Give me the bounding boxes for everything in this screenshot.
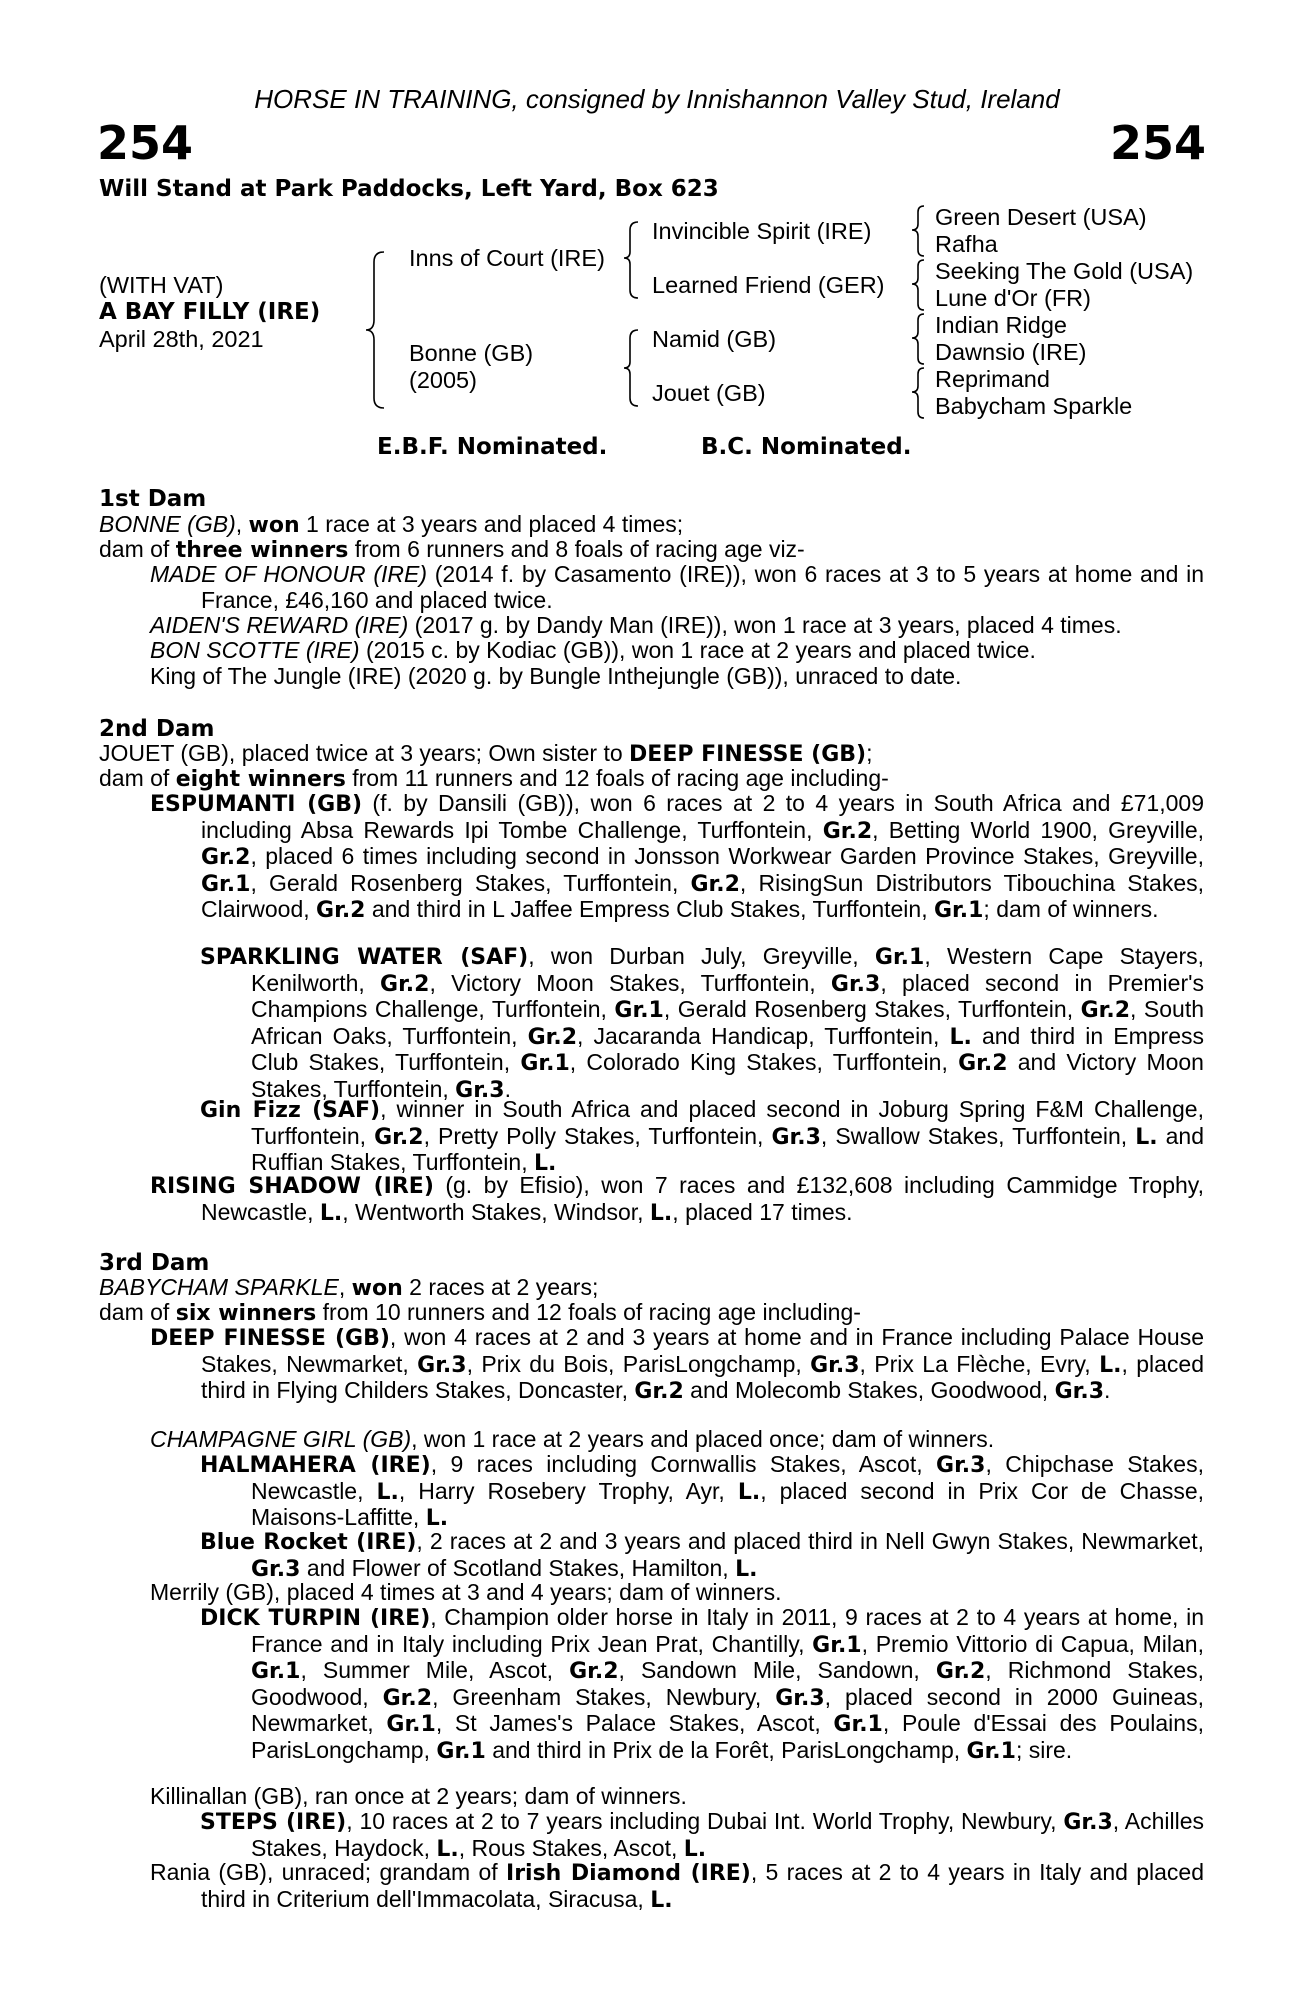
third-dam-progeny: Rania (GB), unraced; grandam of Irish Diamond (IRE), 5 races at 2 to 4 years in Italy and placed third in Criterium dell'Immacolata, Siracusa, L.	[150, 1859, 1205, 1913]
third-dam-line: dam of six winners from 10 runners and 12 foals of racing age including-	[99, 1299, 861, 1326]
foaling-date: April 28th, 2021	[99, 326, 264, 352]
lot-number-right: 254	[1109, 116, 1206, 170]
second-dam-progeny: ESPUMANTI (GB) (f. by Dansili (GB)), won 6 races at 2 to 4 years in South Africa and £71,009 including Absa Rewards Ipi Tombe Challenge, Turffontein, Gr.2, Betting World 1900, Greyville, Gr.2, placed 6 times including second in Jonsson Workwear Garden Province Stakes, Greyville, Gr.1, Gerald Rosenberg Stakes, Turffontein, Gr.2, RisingSun Distributors Tibouchina Stakes, Clairwood, Gr.2 and third in L Jaffee Empress Club Stakes, Turffontein, Gr.1; dam of winners.	[150, 790, 1205, 923]
gen3-brace-2	[910, 258, 928, 312]
ancestor-4: Lune d'Or (FR)	[935, 285, 1091, 311]
gen3-brace-1	[910, 204, 928, 258]
ancestor-3: Seeking The Gold (USA)	[935, 258, 1194, 284]
sire: Inns of Court (IRE)	[409, 245, 605, 271]
catalogue-header: HORSE IN TRAINING, consigned by Innishannon Valley Stud, Ireland	[254, 84, 1060, 114]
first-dam-progeny: BON SCOTTE (IRE) (2015 c. by Kodiac (GB)), won 1 race at 2 years and placed twice.	[150, 637, 1036, 663]
third-dam-progeny: DICK TURPIN (IRE), Champion older horse in Italy in 2011, 9 races at 2 to 4 years at home, in France and in Italy including Prix Jean Prat, Chantilly, Gr.1, Premio Vittorio di Capua, Milan, Gr.1, Summer Mile, Ascot, Gr.2, Sandown Mile, Sandown, Gr.2, Richmond Stakes, Goodwood, Gr.2, Greenham Stakes, Newbury, Gr.3, placed second in 2000 Guineas, Newmarket, Gr.1, St James's Palace Stakes, Ascot, Gr.1, Poule d'Essai des Poulains, ParisLongchamp, Gr.1 and third in Prix de la Forêt, ParisLongchamp, Gr.1; sire.	[200, 1604, 1205, 1764]
first-dam-heading: 1st Dam	[99, 486, 207, 512]
stable-location: Will Stand at Park Paddocks, Left Yard, Box 623	[99, 176, 719, 202]
sire-brace	[624, 220, 644, 300]
third-dam-progeny: CHAMPAGNE GIRL (GB), won 1 race at 2 years and placed once; dam of winners.	[150, 1426, 995, 1452]
dam: Bonne (GB)	[409, 340, 534, 366]
second-dam-line: dam of eight winners from 11 runners and 12 foals of racing age including-	[99, 765, 889, 792]
bc-nomination: B.C. Nominated.	[701, 434, 912, 460]
third-dam-progeny: Merrily (GB), placed 4 times at 3 and 4 years; dam of winners.	[150, 1579, 782, 1605]
gen3-brace-4	[910, 366, 928, 420]
first-dam-line: BONNE (GB), won 1 race at 3 years and placed 4 times;	[99, 511, 684, 538]
lot-number-left: 254	[97, 116, 194, 170]
third-dam-progeny: HALMAHERA (IRE), 9 races including Cornwallis Stakes, Ascot, Gr.3, Chipchase Stakes, Newcastle, L., Harry Rosebery Trophy, Ayr, L., placed second in Prix Cor de Chasse, Maisons-Laffitte, L.	[200, 1451, 1205, 1531]
third-dam-progeny: Blue Rocket (IRE), 2 races at 2 and 3 years and placed third in Nell Gwyn Stakes, Newmarket, Gr.3 and Flower of Scotland Stakes, Hamilton, L.	[200, 1528, 1204, 1582]
ancestor-2: Rafha	[935, 231, 998, 257]
main-brace	[368, 250, 388, 410]
first-dam-progeny: MADE OF HONOUR (IRE) (2014 f. by Casamento (IRE)), won 6 races at 3 to 5 years at home and in France, £46,160 and placed twice.	[150, 561, 1204, 613]
ancestor-5: Indian Ridge	[935, 312, 1067, 338]
gen3-brace-3	[910, 312, 928, 366]
second-dam-progeny: SPARKLING WATER (SAF), won Durban July, Greyville, Gr.1, Western Cape Stayers, Kenilworth, Gr.2, Victory Moon Stakes, Turffontein, Gr.3, placed second in Premier's Champions Challenge, Turffontein, Gr.1, Gerald Rosenberg Stakes, Turffontein, Gr.2, South African Oaks, Turffontein, Gr.2, Jacaranda Handicap, Turffontein, L. and third in Empress Club Stakes, Turffontein, Gr.1, Colorado King Stakes, Turffontein, Gr.2 and Victory Moon Stakes, Turffontein, Gr.3.	[200, 943, 1205, 1103]
ancestor-7: Reprimand	[935, 366, 1050, 392]
first-dam-progeny: King of The Jungle (IRE) (2020 g. by Bungle Inthejungle (GB)), unraced to date.	[150, 663, 962, 689]
ebf-nomination: E.B.F. Nominated.	[377, 434, 608, 460]
third-dam-progeny: STEPS (IRE), 10 races at 2 to 7 years including Dubai Int. World Trophy, Newbury, Gr.3, Achilles Stakes, Haydock, L., Rous Stakes, Ascot, L.	[200, 1808, 1204, 1862]
third-dam-line: BABYCHAM SPARKLE, won 2 races at 2 years;	[99, 1274, 599, 1301]
dam-dam: Jouet (GB)	[652, 380, 766, 406]
horse-name: A BAY FILLY (IRE)	[99, 299, 321, 325]
dam-year: (2005)	[409, 367, 477, 393]
dam-sire: Namid (GB)	[652, 326, 777, 352]
ancestor-8: Babycham Sparkle	[935, 393, 1133, 419]
third-dam-progeny: Killinallan (GB), ran once at 2 years; dam of winners.	[150, 1783, 687, 1809]
second-dam-progeny: Gin Fizz (SAF), winner in South Africa and placed second in Joburg Spring F&M Challenge, Turffontein, Gr.2, Pretty Polly Stakes, Turffontein, Gr.3, Swallow Stakes, Turffontein, L. and Ruffian Stakes, Turffontein, L.	[200, 1096, 1205, 1176]
second-dam-line: JOUET (GB), placed twice at 3 years; Own sister to DEEP FINESSE (GB);	[99, 740, 873, 767]
second-dam-progeny: RISING SHADOW (IRE) (g. by Efisio), won 7 races and £132,608 including Cammidge Trophy, Newcastle, L., Wentworth Stakes, Windsor, L., placed 17 times.	[150, 1172, 1204, 1226]
sire-dam: Learned Friend (GER)	[652, 272, 885, 298]
ancestor-6: Dawnsio (IRE)	[935, 339, 1087, 365]
dam-brace	[624, 328, 644, 408]
third-dam-heading: 3rd Dam	[99, 1250, 210, 1276]
first-dam-progeny: AIDEN'S REWARD (IRE) (2017 g. by Dandy Man (IRE)), won 1 race at 3 years, placed 4 times.	[150, 612, 1122, 638]
first-dam-line: dam of three winners from 6 runners and 8 foals of racing age viz-	[99, 536, 805, 563]
second-dam-heading: 2nd Dam	[99, 716, 215, 742]
sire-sire: Invincible Spirit (IRE)	[652, 218, 872, 244]
third-dam-progeny: DEEP FINESSE (GB), won 4 races at 2 and 3 years at home and in France including Palace House Stakes, Newmarket, Gr.3, Prix du Bois, ParisLongchamp, Gr.3, Prix La Flèche, Evry, L., placed third in Flying Childers Stakes, Doncaster, Gr.2 and Molecomb Stakes, Goodwood, Gr.3.	[150, 1324, 1204, 1404]
vat-note: (WITH VAT)	[99, 272, 224, 298]
ancestor-1: Green Desert (USA)	[935, 204, 1147, 230]
